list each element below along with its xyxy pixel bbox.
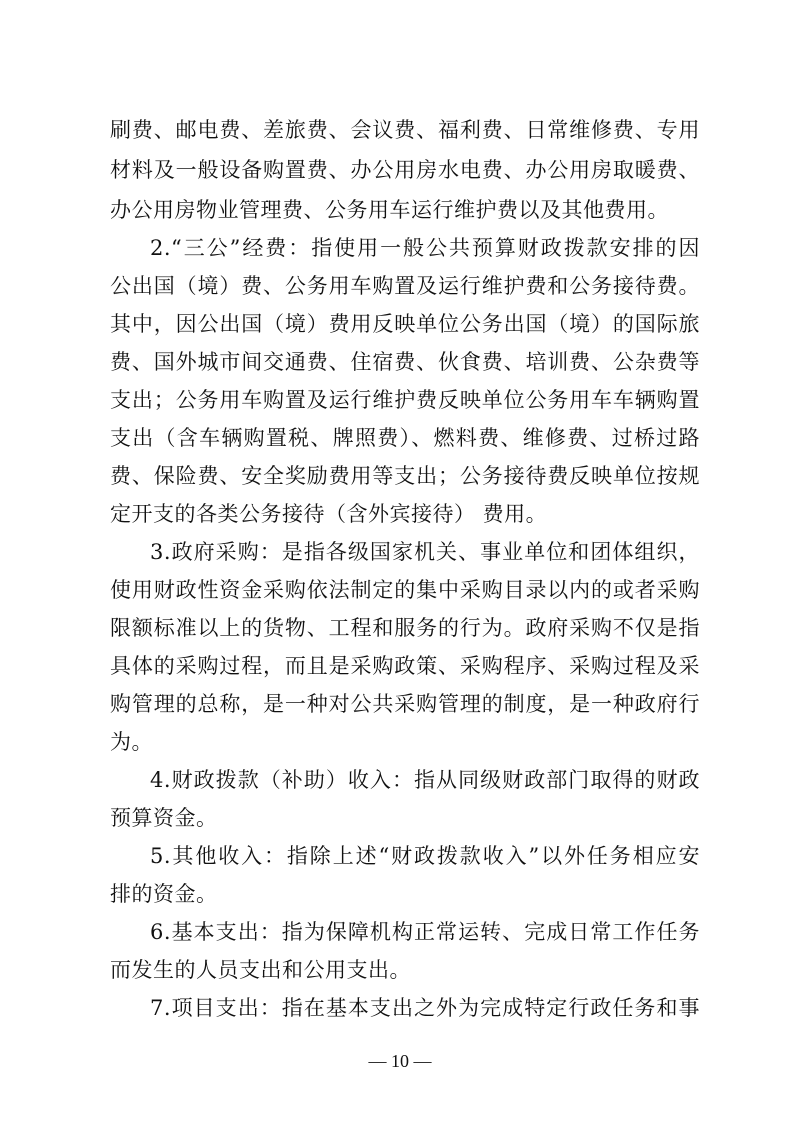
text-line: 预算资金。 [110,806,218,830]
text-line: 7.项目支出：指在基本支出之外为完成特定行政任务和事 [150,996,700,1020]
text-line: 费、保险费、安全奖励费用等支出；公务接待费反映单位按规 [110,464,700,488]
text-line: 支出；公务用车购置及运行维护费反映单位公务用车车辆购置 [110,388,700,412]
page-number: — 10 — [368,1051,432,1071]
text-line: 限额标准以上的货物、工程和服务的行为。政府采购不仅是指 [110,616,700,640]
text-line: 使用财政性资金采购依法制定的集中采购目录以内的或者采购 [110,578,700,602]
text-line: 支出（含车辆购置税、牌照费）、燃料费、维修费、过桥过路 [110,426,700,450]
text-line: 为。 [110,730,153,754]
text-line: 具体的采购过程，而且是采购政策、采购程序、采购过程及采 [110,654,700,678]
text-line: 2.“三公”经费：指使用一般公共预算财政拨款安排的因 [150,236,700,260]
text-line: 5.其他收入：指除上述“财政拨款收入”以外任务相应安 [150,844,700,868]
text-line: 公出国（境）费、公务用车购置及运行维护费和公务接待费。 [110,274,700,298]
text-line: 刷费、邮电费、差旅费、会议费、福利费、日常维修费、专用 [110,118,700,142]
text-line: 3.政府采购：是指各级国家机关、事业单位和团体组织， [150,540,700,564]
text-line: 而发生的人员支出和公用支出。 [110,958,411,982]
text-line: 4.财政拨款（补助）收入：指从同级财政部门取得的财政 [150,768,700,792]
text-line: 材料及一般设备购置费、办公用房水电费、办公用房取暖费、 [110,158,700,182]
text-line: 购管理的总称，是一种对公共采购管理的制度，是一种政府行 [110,692,700,716]
text-line: 办公用房物业管理费、公务用车运行维护费以及其他费用。 [110,198,669,222]
text-line: 排的资金。 [110,882,218,906]
text-line: 其中，因公出国（境）费用反映单位公务出国（境）的国际旅 [110,312,700,336]
text-line: 定开支的各类公务接待（含外宾接待） 费用。 [110,502,548,526]
text-line: 费、国外城市间交通费、住宿费、伙食费、培训费、公杂费等 [110,350,700,374]
text-line: 6.基本支出：指为保障机构正常运转、完成日常工作任务 [150,920,700,944]
